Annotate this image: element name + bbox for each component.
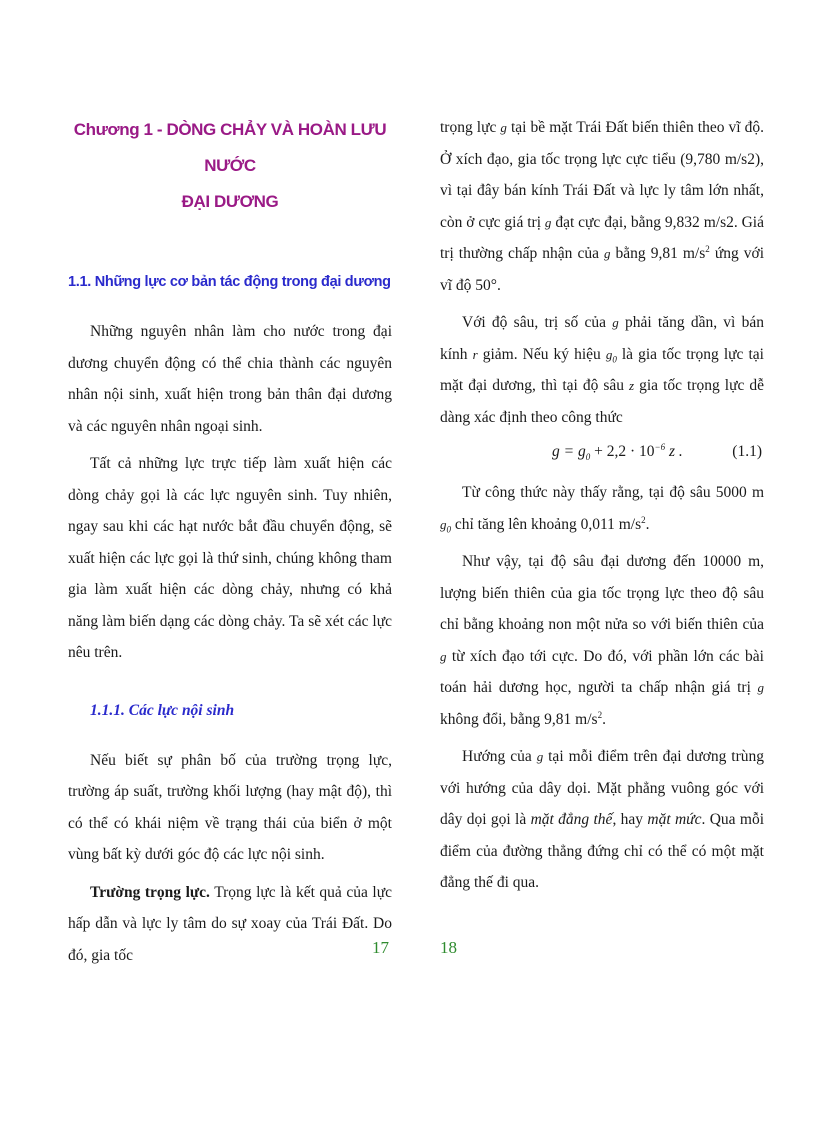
symbol-g: g (757, 680, 764, 695)
symbol-g0: $g_0$ (605, 346, 617, 365)
chapter-title-line1: Chương 1 - DÒNG CHẢY VÀ HOÀN LƯU NƯỚC (73, 120, 387, 175)
term-equipotential-surface: mặt đẳng thế (530, 811, 613, 828)
right-paragraph-2: Với độ sâu, trị số của g phải tăng dần, vì bán kính r giảm. Nếu ký hiệu $g_0$ là gia tốc trọng lực tại mặt đại dương, thì tại độ sâu z gia tốc trọng lực dễ dàng xác định theo công thức (440, 314, 765, 426)
paragraph-4 (68, 877, 392, 972)
symbol-r: r (472, 346, 478, 362)
page-number-left: 17 (372, 938, 389, 957)
paragraph-3: Nếu biết sự phân bố của trường trọng lực, trường áp suất, trường khối lượng (hay mật độ), thì có thể có khái niệm về trạng thái của biển ở một vùng bất kỳ dưới góc độ các lực nội sinh. (68, 751, 392, 863)
section-title: 1.1. Những lực cơ bản tác động trong đại dương (68, 274, 391, 290)
formula-1-1 (440, 433, 764, 477)
chapter-title-line2: ĐẠI DƯƠNG (181, 192, 279, 211)
symbol-g0: $g_0$ (440, 516, 451, 535)
chapter-title (68, 112, 392, 220)
page-number-right: 18 (440, 938, 457, 957)
symbol-g: g (440, 648, 447, 664)
symbol-z: z (629, 378, 635, 393)
paragraph-2: Tất cả những lực trực tiếp làm xuất hiện các dòng chảy gọi là các lực nguyên sinh. Tuy nhiên, ngay sau khi các hạt nước bắt đầu chuyển động, sẽ xuất hiện các lực gọi là thứ sinh, chúng không tham gia làm xuất hiện các dòng chảy, nhưng có khả năng làm biến dạng các dòng chảy. Ta sẽ xét các lực nêu trên. (68, 455, 392, 661)
paragraph-4-heading: Trường trọng lực. (90, 883, 210, 901)
formula-number: (1.1) (732, 443, 762, 460)
right-paragraph-4: Như vậy, tại độ sâu đại dương đến 10000 m, lượng biến thiên của gia tốc trọng lực theo độ sâu chỉ bằng khoảng non một nửa so với biến thiên của g từ xích đạo tới cực. Do đó, với phần lớn các bài toán hải dương học, người ta chấp nhận giá trị g không đổi, bằng 9,81 $m/s^2$. (440, 553, 764, 728)
paragraph-4-text: Trọng lực là kết quả của lực hấp dẫn và lực ly tâm do sự xoay của Trái Đất. Do đó, gia tốc (68, 883, 392, 964)
symbol-g: g (500, 120, 507, 135)
formula-expression: $g = g_0 + 2,2 \cdot 10^{-6}$ z . (552, 441, 683, 463)
symbol-g: g (536, 749, 544, 764)
left-page (68, 112, 392, 971)
term-level-surface: mặt mức (647, 811, 702, 828)
symbol-g: g (612, 315, 619, 330)
paragraph-1: Những nguyên nhân làm cho nước trong đại dương chuyển động có thể chia thành các nguyên nhân nội sinh, xuất hiện trong bản thân đại dương và các nguyên nhân ngoại sinh. (68, 323, 392, 435)
right-paragraph-5: Hướng của g tại mỗi điểm trên đại dương trùng với hướng của dây dọi. Mặt phẳng vuông góc với dây dọi gọi là mặt đẳng thế, hay mặt mức. Qua mỗi điểm của đường thẳng đứng chỉ có thể có một mặt đẳng thế đi qua. (440, 748, 765, 891)
right-paragraph-1: trọng lực g tại bề mặt Trái Đất biến thiên theo vĩ độ. Ở xích đạo, gia tốc trọng lực cực tiểu (9,780 m/s2), vì tại đây bán kính Trái Đất và lực ly tâm lớn nhất, còn ở cực giá trị g đạt cực đại, bằng 9,832 m/s2. Giá trị thường chấp nhận của g bằng 9,81 $m/s^2$ ứng với vĩ độ 50°. (440, 119, 765, 294)
subsection-title: 1.1.1. Các lực nội sinh (90, 701, 235, 719)
right-page (440, 112, 764, 899)
right-paragraph-3: Từ công thức này thấy rằng, tại độ sâu 5000 m $g_0$ chỉ tăng lên khoảng 0,011 $m/s^2$. (440, 484, 764, 535)
symbol-g: g (604, 246, 611, 261)
symbol-g: g (544, 214, 552, 230)
